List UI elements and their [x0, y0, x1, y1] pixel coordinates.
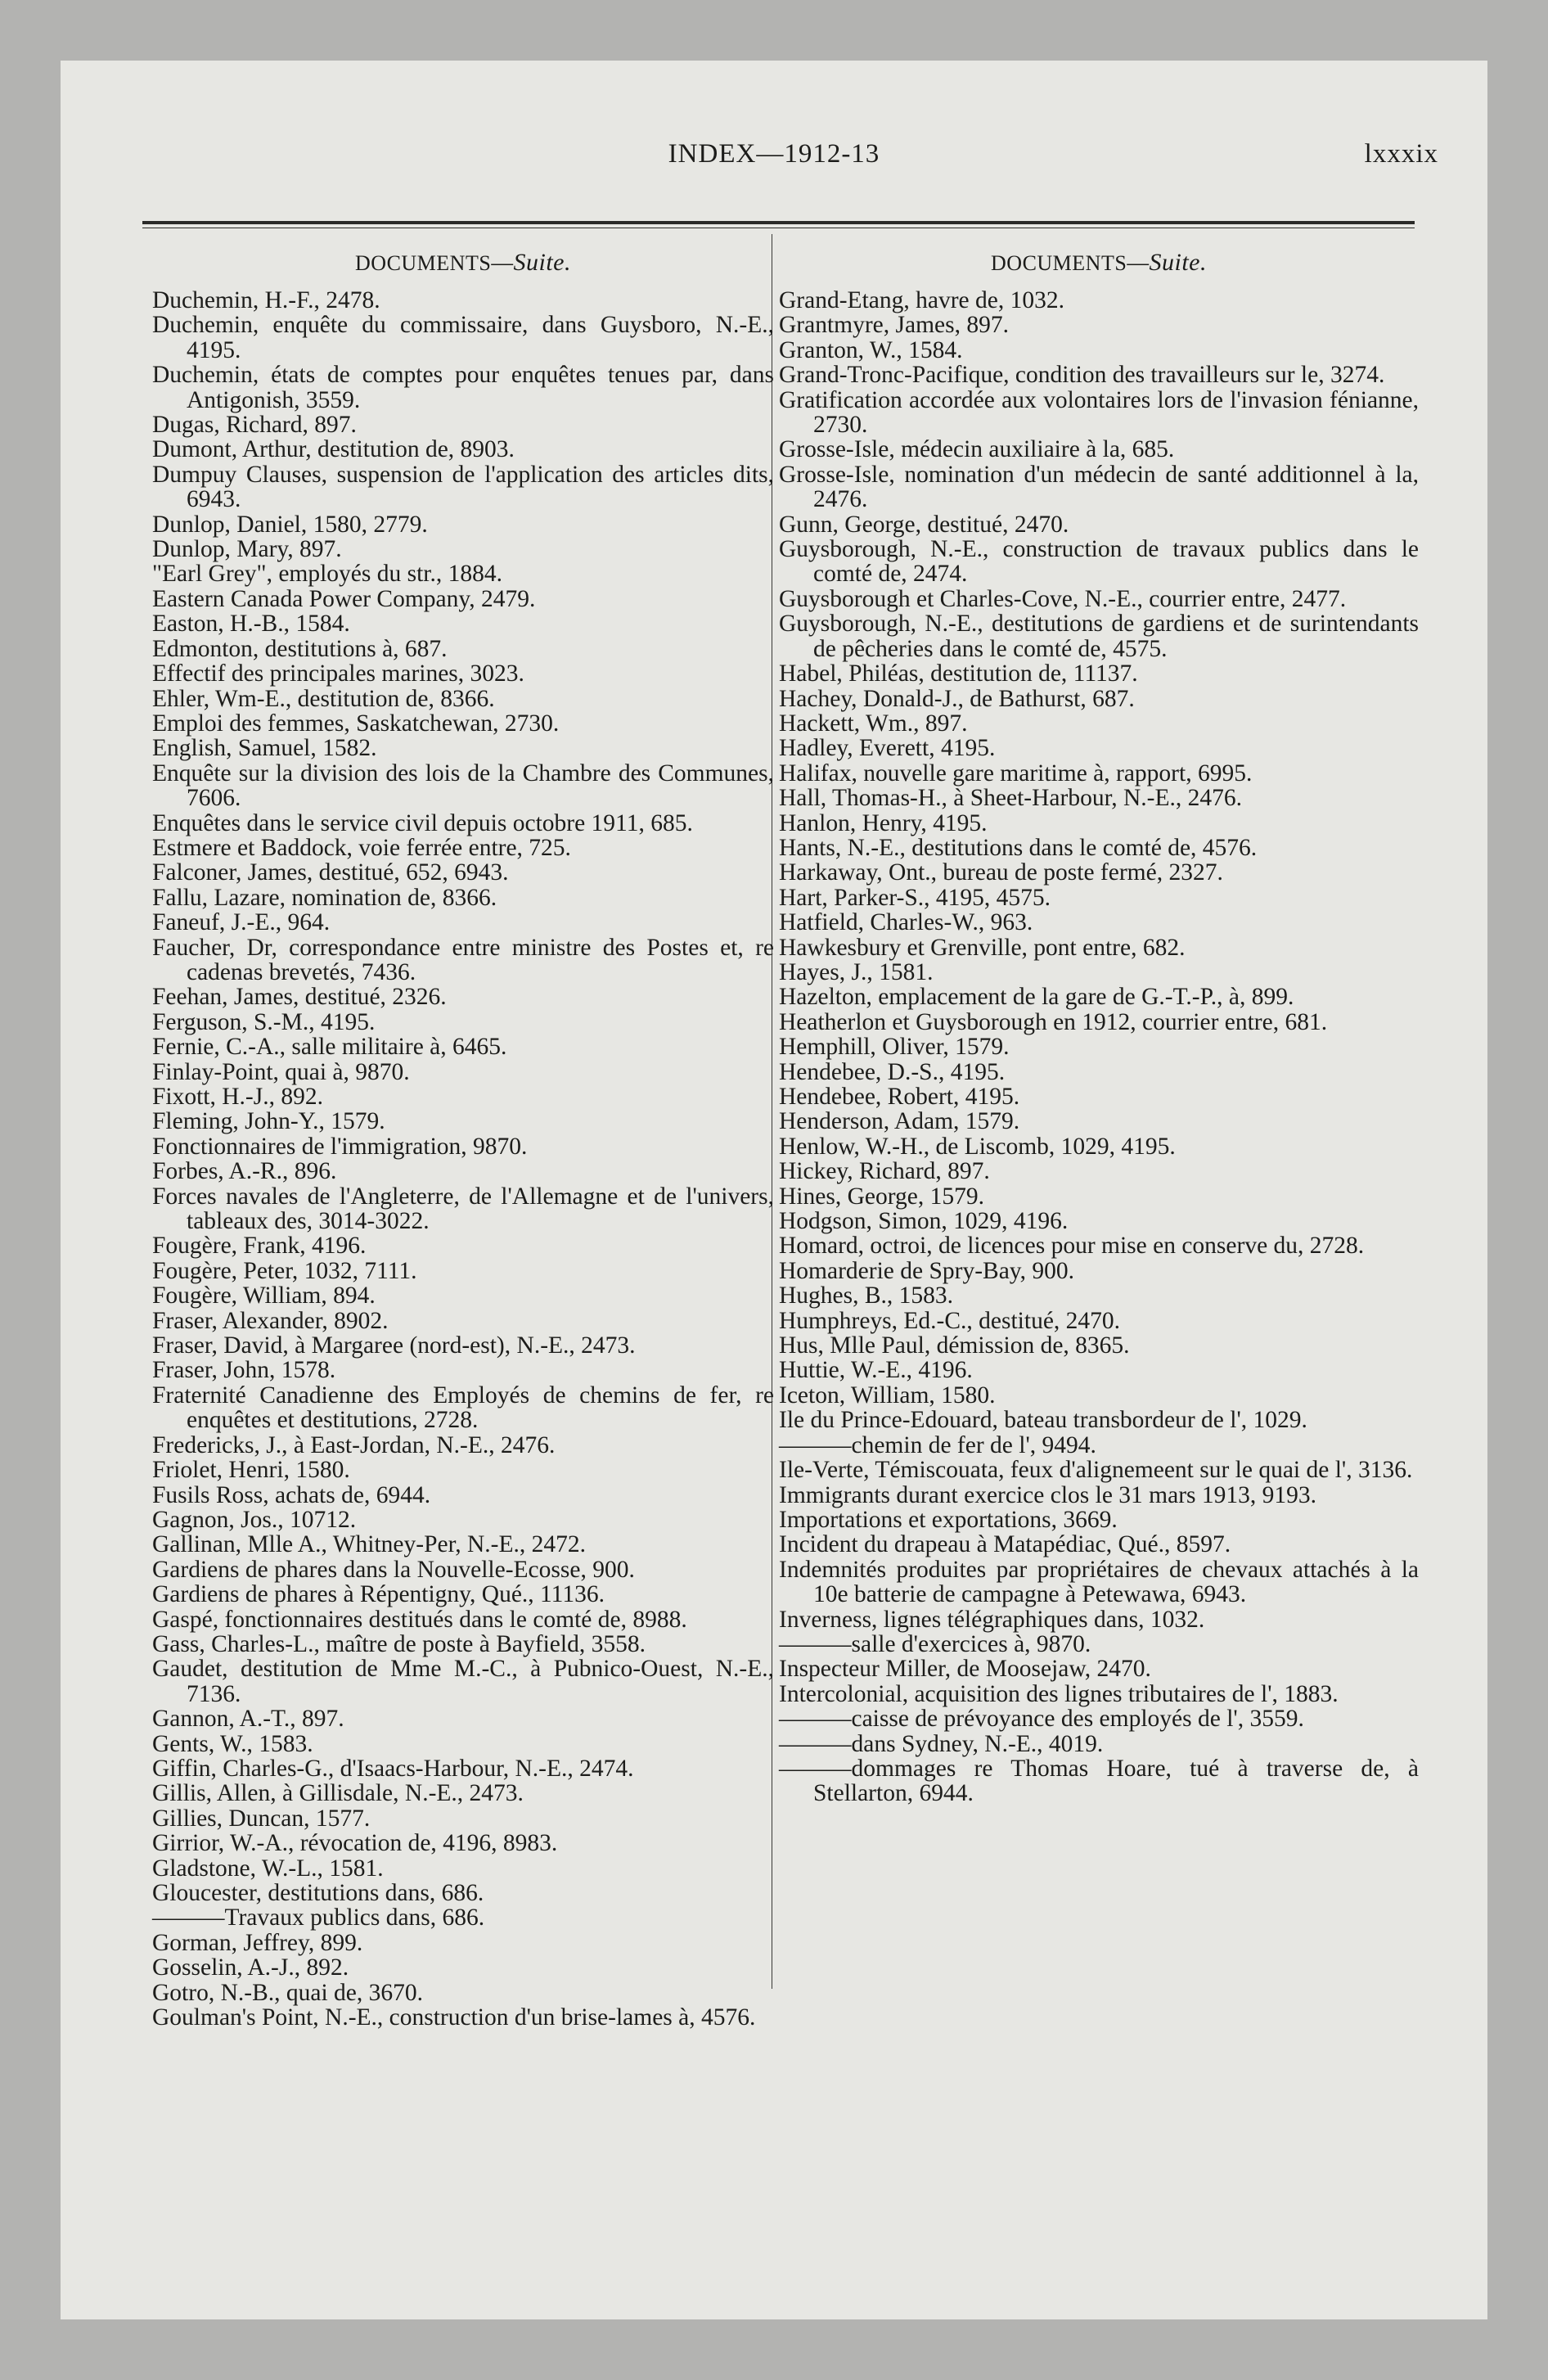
- index-entry: Importations et exportations, 3669.: [779, 1506, 1118, 1533]
- index-entry: Enquêtes dans le service civil depuis octobre 1911, 685.: [152, 809, 693, 836]
- index-entry: Duchemin, enquête du commissaire, dans Guysboro, N.-E., 4195.: [152, 312, 774, 363]
- index-entry: Enquête sur la division des lois de la Chambre des Communes, 7606.: [152, 760, 774, 812]
- index-entry: Fraser, Alexander, 8902.: [152, 1307, 389, 1334]
- index-entry: Fleming, John-Y., 1579.: [152, 1108, 385, 1135]
- index-entry: Guysborough, N.-E., destitutions de gardiens et de surintendants de pêcheries dans le comté de, 4575.: [779, 611, 1419, 662]
- index-entry: Gotro, N.-B., quai de, 3670.: [152, 1979, 424, 2006]
- index-entry: Hendebee, D.-S., 4195.: [779, 1058, 1006, 1085]
- index-entry: Dunlop, Daniel, 1580, 2779.: [152, 511, 428, 538]
- index-entry: Halifax, nouvelle gare maritime à, rapport, 6995.: [779, 760, 1253, 787]
- index-entry: Hackett, Wm., 897.: [779, 710, 968, 737]
- index-entry: Hazelton, emplacement de la gare de G.-T.-P., à, 899.: [779, 984, 1294, 1011]
- left-heading-suite: —Suite.: [491, 249, 571, 276]
- index-entry: Iceton, William, 1580.: [779, 1382, 996, 1409]
- index-entry: Duchemin, états de comptes pour enquêtes tenues par, dans Antigonish, 3559.: [152, 362, 774, 413]
- index-entry: Hart, Parker-S., 4195, 4575.: [779, 884, 1051, 911]
- index-entry: Dunlop, Mary, 897.: [152, 536, 342, 563]
- index-entry: Feehan, James, destitué, 2326.: [152, 984, 447, 1011]
- index-entry: Hachey, Donald-J., de Bathurst, 687.: [779, 685, 1135, 712]
- index-page: [61, 61, 1487, 2319]
- index-entry: Immigrants durant exercice clos le 31 mars 1913, 9193.: [779, 1481, 1317, 1508]
- index-entry: Easton, H.-B., 1584.: [152, 611, 350, 638]
- left-column-heading: [152, 249, 774, 277]
- index-entry: Gorman, Jeffrey, 899.: [152, 1929, 363, 1956]
- index-entry: Grand-Tronc-Pacifique, condition des travailleurs sur le, 3274.: [779, 362, 1385, 389]
- index-entry: Gents, W., 1583.: [152, 1730, 313, 1757]
- index-entry: ———salle d'exercices à, 9870.: [779, 1630, 1091, 1657]
- index-entry: Hadley, Everett, 4195.: [779, 735, 996, 762]
- index-entry: Hawkesbury et Grenville, pont entre, 682.: [779, 934, 1186, 961]
- index-entry: Gratification accordée aux volontaires lors de l'invasion fénianne, 2730.: [779, 386, 1419, 439]
- index-entry: Incident du drapeau à Matapédiac, Qué., 8597.: [779, 1531, 1231, 1558]
- index-entry: Gaudet, destitution de Mme M.-C., à Pubnico-Ouest, N.-E., 7136.: [152, 1656, 774, 1707]
- index-entry: Hayes, J., 1581.: [779, 958, 934, 985]
- index-entry: Estmere et Baddock, voie ferrée entre, 725.: [152, 834, 571, 861]
- left-column: [152, 249, 774, 2030]
- index-entry: Girrior, W.-A., révocation de, 4196, 8983.: [152, 1830, 558, 1857]
- index-entry: Hendebee, Robert, 4195.: [779, 1084, 1020, 1110]
- index-entry: Gannon, A.-T., 897.: [152, 1706, 344, 1733]
- index-entry: Finlay-Point, quai à, 9870.: [152, 1058, 410, 1085]
- index-entry: Grantmyre, James, 897.: [779, 312, 1009, 339]
- index-entry: Gosselin, A.-J., 892.: [152, 1954, 349, 1981]
- index-entry: Ehler, Wm-E., destitution de, 8366.: [152, 685, 495, 712]
- index-entry: Indemnités produites par propriétaires de chevaux attachés à la 10e batterie de campagne à Petewawa, 6943.: [779, 1556, 1419, 1608]
- page-title: INDEX—1912-13: [668, 139, 880, 169]
- index-entry: Grosse-Isle, nomination d'un médecin de santé additionnel à la, 2476.: [779, 461, 1419, 513]
- index-entry: Fraternité Canadienne des Employés de chemins de fer, re enquêtes et destitutions, 2728.: [152, 1382, 774, 1434]
- index-entry: Dumont, Arthur, destitution de, 8903.: [152, 436, 515, 463]
- index-entry: Falconer, James, destitué, 652, 6943.: [152, 859, 509, 886]
- index-entry: Gillies, Duncan, 1577.: [152, 1805, 371, 1832]
- index-entry: Fixott, H.-J., 892.: [152, 1084, 323, 1110]
- left-heading-caps: DOCUMENTS: [355, 251, 492, 275]
- page-folio: lxxxix: [1364, 139, 1438, 169]
- index-entry: Fernie, C.-A., salle militaire à, 6465.: [152, 1034, 507, 1061]
- right-column: [779, 249, 1419, 1806]
- index-entry: Fougère, Peter, 1032, 7111.: [152, 1257, 417, 1284]
- index-entry: ———dommages re Thomas Hoare, tué à traverse de, à Stellarton, 6944.: [779, 1755, 1419, 1807]
- index-entry: Duchemin, H.-F., 2478.: [152, 287, 380, 313]
- index-entry: Hines, George, 1579.: [779, 1183, 984, 1210]
- index-entry: Edmonton, destitutions à, 687.: [152, 635, 448, 662]
- index-entry: Gaspé, fonctionnaires destitués dans le comté de, 8988.: [152, 1606, 687, 1633]
- index-entry: Giffin, Charles-G., d'Isaacs-Harbour, N.-E., 2474.: [152, 1755, 634, 1782]
- index-entry: Gardiens de phares à Répentigny, Qué., 11136.: [152, 1581, 605, 1608]
- index-entry: Fougère, Frank, 4196.: [152, 1233, 367, 1260]
- index-entry: Hughes, B., 1583.: [779, 1282, 954, 1309]
- index-entry: Homard, octroi, de licences pour mise en conserve du, 2728.: [779, 1233, 1365, 1260]
- index-entry: Hanlon, Henry, 4195.: [779, 809, 988, 836]
- index-entry: Homarderie de Spry-Bay, 900.: [779, 1257, 1075, 1284]
- index-entry: Heatherlon et Guysborough en 1912, courrier entre, 681.: [779, 1008, 1328, 1035]
- index-entry: Forces navales de l'Angleterre, de l'Allemagne et de l'univers, tableaux des, 3014-3022.: [152, 1183, 774, 1235]
- index-entry: Fougère, William, 894.: [152, 1282, 376, 1309]
- index-entry: Gass, Charles-L., maître de poste à Bayfield, 3558.: [152, 1630, 646, 1657]
- header-rule: [142, 221, 1415, 228]
- index-entry: Fredericks, J., à East-Jordan, N.-E., 2476.: [152, 1431, 556, 1458]
- index-entry: Inspecteur Miller, de Moosejaw, 2470.: [779, 1656, 1151, 1683]
- index-entry: Inverness, lignes télégraphiques dans, 1032.: [779, 1606, 1205, 1633]
- index-entry: Faucher, Dr, correspondance entre ministre des Postes et, re cadenas brevetés, 7436.: [152, 934, 774, 985]
- index-entry: Hickey, Richard, 897.: [779, 1158, 990, 1185]
- index-entry: Humphreys, Ed.-C., destitué, 2470.: [779, 1307, 1121, 1334]
- index-entry: Dumpuy Clauses, suspension de l'application des articles dits, 6943.: [152, 461, 774, 513]
- right-heading-suite: —Suite.: [1127, 249, 1207, 276]
- index-entry: Hus, Mlle Paul, démission de, 8365.: [779, 1332, 1130, 1359]
- right-heading-caps: DOCUMENTS: [991, 251, 1127, 275]
- index-entry: Gallinan, Mlle A., Whitney-Per, N.-E., 2472.: [152, 1531, 587, 1558]
- index-entry: Hants, N.-E., destitutions dans le comté de, 4576.: [779, 834, 1258, 861]
- index-entry: Fraser, David, à Margaree (nord-est), N.-E., 2473.: [152, 1332, 636, 1359]
- index-entry: Faneuf, J.-E., 964.: [152, 909, 331, 936]
- index-entry: Grosse-Isle, médecin auxiliaire à la, 685.: [779, 436, 1175, 463]
- index-entry: Granton, W., 1584.: [779, 336, 963, 363]
- index-entry: ———caisse de prévoyance des employés de l', 3559.: [779, 1706, 1304, 1733]
- index-entry: Gillis, Allen, à Gillisdale, N.-E., 2473.: [152, 1780, 524, 1807]
- index-entry: Gagnon, Jos., 10712.: [152, 1506, 357, 1533]
- index-entry: Hodgson, Simon, 1029, 4196.: [779, 1208, 1069, 1235]
- index-entry: Dugas, Richard, 897.: [152, 412, 357, 439]
- index-entry: Huttie, W.-E., 4196.: [779, 1357, 973, 1384]
- index-entry: Effectif des principales marines, 3023.: [152, 660, 524, 687]
- index-entry: Goulman's Point, N.-E., construction d'un brise-lames à, 4576.: [152, 2004, 756, 2031]
- index-entry: Gunn, George, destitué, 2470.: [779, 511, 1069, 538]
- index-entry: Harkaway, Ont., bureau de poste fermé, 2327.: [779, 859, 1223, 886]
- index-entry: Ile du Prince-Edouard, bateau transbordeur de l', 1029.: [779, 1407, 1307, 1434]
- left-entry-list: [152, 288, 774, 2030]
- index-entry: Habel, Philéas, destitution de, 11137.: [779, 660, 1138, 687]
- index-entry: Friolet, Henri, 1580.: [152, 1457, 350, 1484]
- index-entry: Gloucester, destitutions dans, 686.: [152, 1880, 484, 1906]
- index-entry: ———chemin de fer de l', 9494.: [779, 1431, 1096, 1458]
- index-entry: Guysborough et Charles-Cove, N.-E., courrier entre, 2477.: [779, 585, 1347, 612]
- index-entry: Hall, Thomas-H., à Sheet-Harbour, N.-E., 2476.: [779, 785, 1243, 812]
- index-entry: Fallu, Lazare, nomination de, 8366.: [152, 884, 497, 911]
- index-entry: Grand-Etang, havre de, 1032.: [779, 287, 1064, 313]
- index-entry: Fusils Ross, achats de, 6944.: [152, 1481, 431, 1508]
- index-entry: Guysborough, N.-E., construction de travaux publics dans le comté de, 2474.: [779, 536, 1419, 588]
- index-entry: English, Samuel, 1582.: [152, 735, 377, 762]
- index-entry: Ile-Verte, Témiscouata, feux d'alignemeent sur le quai de l', 3136.: [779, 1457, 1413, 1484]
- index-entry: Fonctionnaires de l'immigration, 9870.: [152, 1133, 528, 1160]
- index-entry: Fraser, John, 1578.: [152, 1357, 336, 1384]
- index-entry: "Earl Grey", employés du str., 1884.: [152, 561, 502, 588]
- index-entry: ———dans Sydney, N.-E., 4019.: [779, 1730, 1104, 1757]
- index-entry: Henlow, W.-H., de Liscomb, 1029, 4195.: [779, 1133, 1176, 1160]
- index-entry: Gardiens de phares dans la Nouvelle-Ecosse, 900.: [152, 1556, 635, 1583]
- index-entry: ———Travaux publics dans, 686.: [152, 1904, 485, 1931]
- index-entry: Forbes, A.-R., 896.: [152, 1158, 337, 1185]
- right-entry-list: [779, 288, 1419, 1806]
- index-entry: Eastern Canada Power Company, 2479.: [152, 585, 536, 612]
- index-entry: Hatfield, Charles-W., 963.: [779, 909, 1033, 936]
- index-entry: Gladstone, W.-L., 1581.: [152, 1855, 384, 1882]
- index-entry: Hemphill, Oliver, 1579.: [779, 1034, 1010, 1061]
- index-entry: Ferguson, S.-M., 4195.: [152, 1008, 376, 1035]
- index-entry: Henderson, Adam, 1579.: [779, 1108, 1020, 1135]
- index-entry: Emploi des femmes, Saskatchewan, 2730.: [152, 710, 560, 737]
- index-entry: Intercolonial, acquisition des lignes tributaires de l', 1883.: [779, 1680, 1339, 1707]
- right-column-heading: [779, 249, 1419, 277]
